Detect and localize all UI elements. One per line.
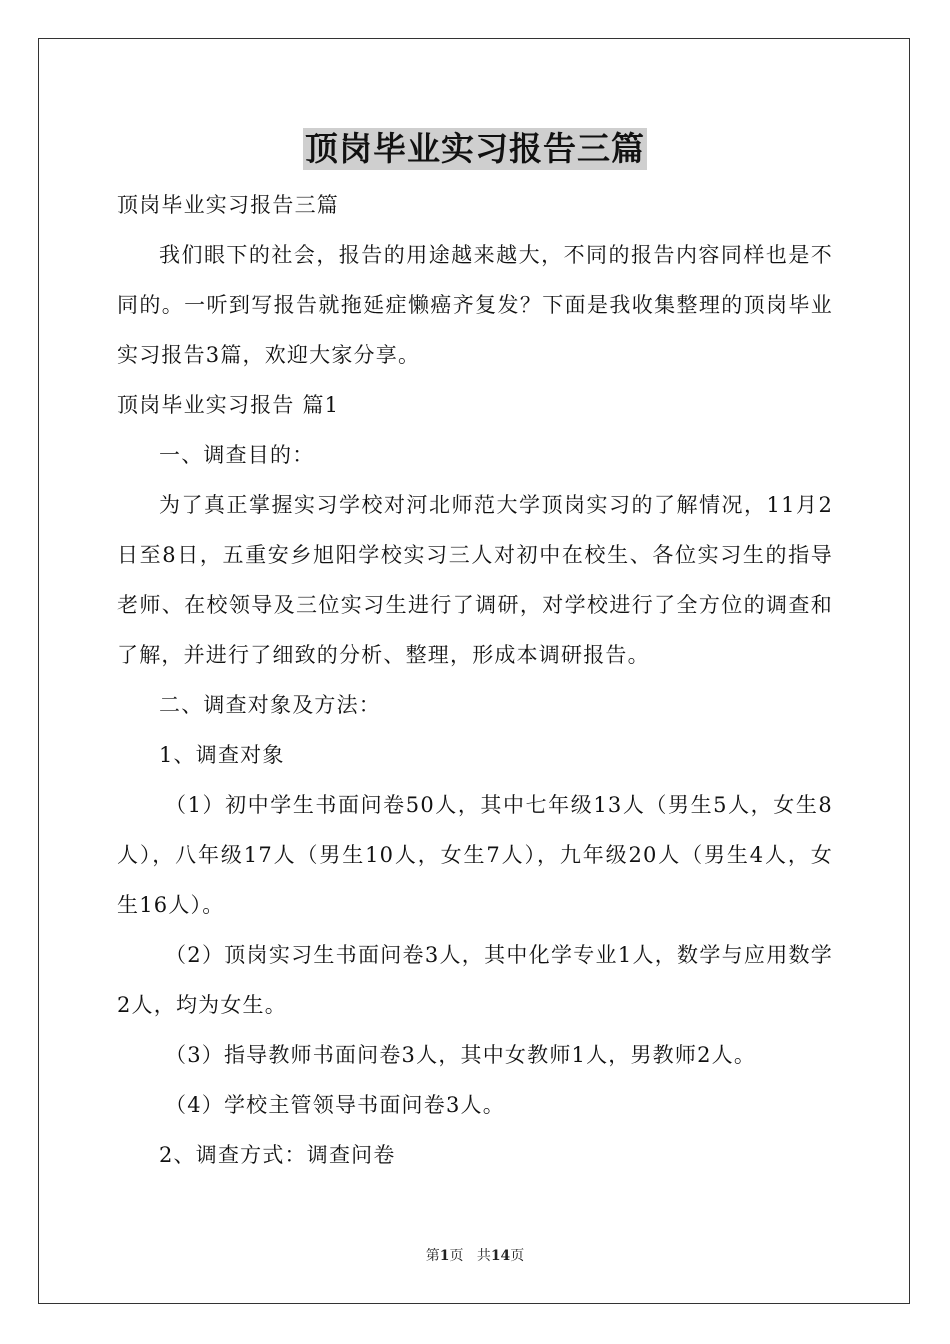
subheading-objects-methods: 二、调查对象及方法： [159, 693, 381, 717]
intro-paragraph: 我们眼下的社会，报告的用途越来越大，不同的报告内容同样也是不同的。一听到写报告就拖延症懒癌齐复发？下面是我收集整理的顶岗毕业实习报告3篇，欢迎大家分享。 [117, 243, 833, 367]
page-number: 1 [439, 1248, 450, 1264]
total-pages: 14 [490, 1248, 511, 1264]
document-title: 顶岗毕业实习报告三篇 [305, 129, 645, 168]
total-suffix: 页 [510, 1248, 525, 1264]
list-item-4: （4）学校主管领导书面问卷3人。 [165, 1093, 505, 1117]
page-footer [0, 1246, 950, 1266]
subheading-method: 2、调查方式：调查问卷 [159, 1143, 396, 1167]
subheading-purpose: 一、调查目的： [159, 443, 315, 467]
document-subtitle: 顶岗毕业实习报告三篇 [117, 193, 339, 217]
document-body [117, 180, 833, 1180]
list-item-3: （3）指导教师书面问卷3人，其中女教师1人，男教师2人。 [165, 1043, 757, 1067]
purpose-paragraph: 为了真正掌握实习学校对河北师范大学顶岗实习的了解情况，11月2日至8日，五重安乡旭阳学校实习三人对初中在校生、各位实习生的指导老师、在校领导及三位实习生进行了调研，对学校进行了全方位的调查和了解，并进行了细致的分析、整理，形成本调研报告。 [117, 493, 833, 667]
section-heading: 顶岗毕业实习报告 篇1 [117, 393, 340, 417]
total-prefix: 共 [476, 1248, 491, 1264]
page-prefix: 第 [425, 1248, 440, 1264]
list-item-1: （1）初中学生书面问卷50人，其中七年级13人（男生5人，女生8人），八年级17人（男生10人，女生7人），九年级20人（男生4人，女生16人）。 [117, 793, 833, 917]
list-item-2: （2）顶岗实习生书面问卷3人，其中化学专业1人，数学与应用数学2人，均为女生。 [117, 943, 833, 1017]
subheading-objects: 1、调查对象 [159, 743, 285, 767]
page-suffix: 页 [449, 1248, 464, 1264]
title-container [0, 128, 950, 170]
